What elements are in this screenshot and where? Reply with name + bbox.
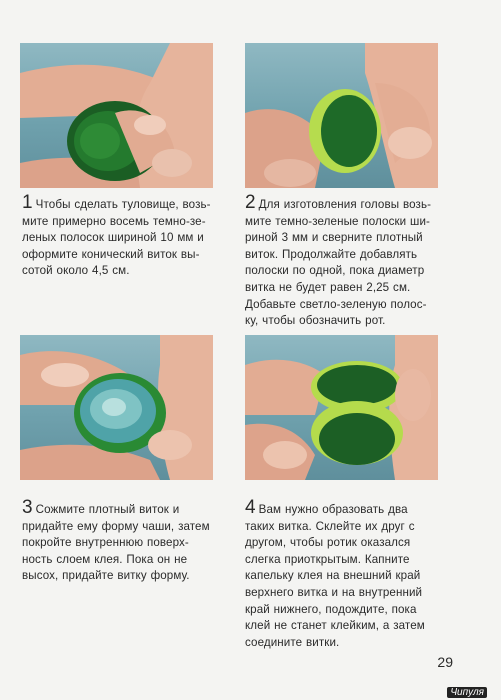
step-line: витка не будет равен 2,25 см. [245, 280, 411, 294]
photo-step-1 [20, 43, 213, 188]
step-line: Вам нужно образовать два [258, 503, 408, 516]
page-number: 29 [437, 654, 453, 670]
step-line: Чтобы сделать туловище, возь- [35, 198, 211, 211]
step-line: придайте ему форму чаши, затем [22, 519, 210, 533]
step-line: Сожмите плотный виток и [35, 503, 180, 516]
cup-coil-image [20, 335, 213, 480]
step-line: леных полосок шириной 10 мм и [22, 231, 204, 245]
step-1-text [22, 192, 227, 280]
step-3-text [22, 497, 232, 585]
step-number: 1 [22, 192, 33, 213]
flat-coil-image [245, 43, 438, 188]
step-line: Для изготовления головы возь- [258, 198, 432, 211]
step-4-text [245, 497, 455, 651]
step-number: 3 [22, 497, 33, 518]
step-line: сотой около 4,5 см. [22, 264, 130, 278]
step-line: другом, чтобы ротик оказался [245, 536, 411, 550]
step-line: покройте внутреннюю поверх- [22, 536, 189, 550]
step-line: риной 3 мм и сверните плотный [245, 231, 423, 245]
step-line: мите примерно восемь темно-зе- [22, 214, 206, 228]
step-line: капельку клея на внешний край [245, 569, 421, 583]
step-line: таких витка. Склейте их друг с [245, 519, 415, 533]
joined-coils-image [245, 335, 438, 480]
photo-step-3 [20, 335, 213, 480]
step-number: 2 [245, 192, 256, 213]
step-line: высох, придайте витку форму. [22, 569, 190, 583]
step-line: полоски по одной, пока диаметр [245, 264, 425, 278]
step-line: оформите конический виток вы- [22, 247, 200, 261]
photo-step-4 [245, 335, 438, 480]
step-line: мите темно-зеленые полоски ши- [245, 214, 430, 228]
step-line: виток. Продолжайте добавлять [245, 247, 418, 261]
step-line: соедините витки. [245, 635, 340, 649]
step-number: 4 [245, 497, 256, 518]
step-line: слегка приоткрытым. Капните [245, 552, 410, 566]
step-line: верхнего витка и на внутренний [245, 585, 423, 599]
photo-step-2 [245, 43, 438, 188]
watermark: Чипуля [447, 687, 487, 698]
step-line: край нижнего, подождите, пока [245, 602, 417, 616]
step-line: клей не станет клейким, а затем [245, 619, 425, 633]
step-2-text [245, 192, 455, 330]
cone-coil-image [20, 43, 213, 188]
step-line: Добавьте светло-зеленую полос- [245, 297, 427, 311]
step-line: ность слоем клея. Пока он не [22, 552, 188, 566]
step-line: ку, чтобы обозначить рот. [245, 314, 386, 328]
